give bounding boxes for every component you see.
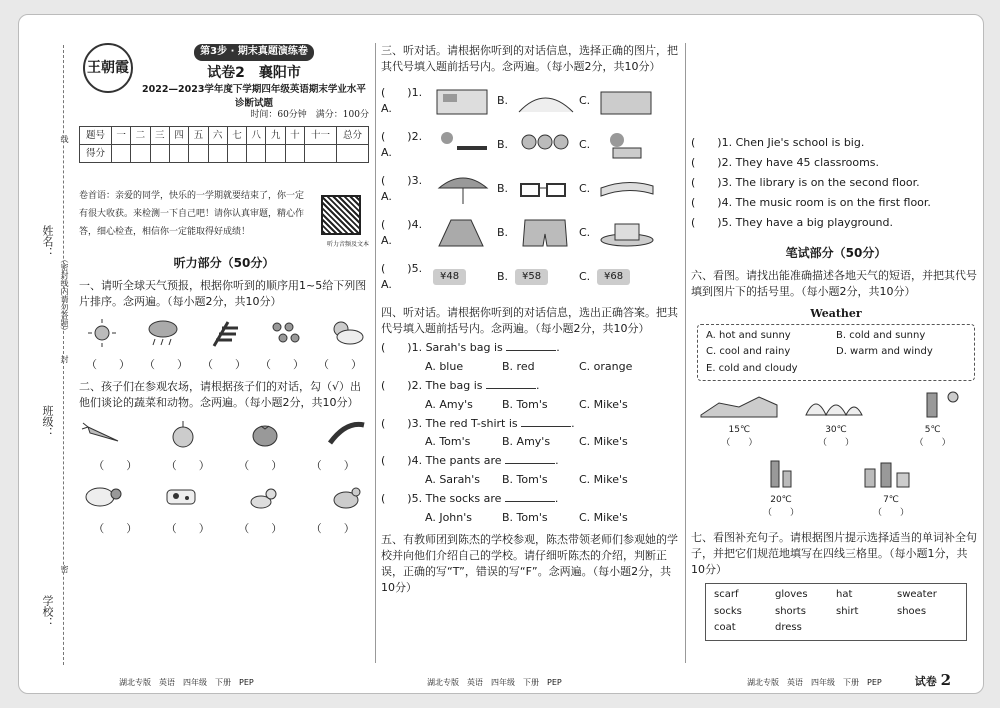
column-divider	[375, 43, 376, 663]
temperature: 5℃	[924, 425, 941, 436]
page-number	[915, 671, 951, 689]
score-cell[interactable]	[208, 145, 227, 163]
seal-mark-line: 线	[60, 135, 69, 143]
wind-icon	[202, 318, 246, 348]
partly-cloudy-icon	[324, 318, 368, 348]
score-cell[interactable]	[285, 145, 304, 163]
score-header-cell: 四	[169, 127, 188, 145]
score-cell[interactable]	[169, 145, 188, 163]
q4-item-stem: ( )5. The socks are	[381, 492, 505, 506]
playground-icon	[515, 84, 579, 118]
score-cell[interactable]	[189, 145, 208, 163]
score-cell[interactable]	[266, 145, 285, 163]
q3-item-label: ( )1. A.	[381, 85, 423, 115]
score-header-cell: 九	[266, 127, 285, 145]
answer-blank[interactable]: （ ）	[144, 358, 188, 372]
answer-blank[interactable]: （ ）	[318, 358, 362, 372]
q4-item: ( )1. Sarah's bag is .	[381, 340, 560, 354]
brand-logo: 王朝霞	[83, 43, 133, 93]
rain-cloud-icon	[141, 318, 185, 348]
tomato-icon	[243, 419, 287, 449]
option-label: C.	[579, 93, 591, 107]
q4-option: B. Amy's	[502, 435, 551, 449]
q4-item: ( )2. The bag is .	[381, 378, 540, 392]
q4-option: A. Tom's	[425, 435, 471, 449]
page-label: 试卷	[914, 675, 937, 688]
answer-blank[interactable]: （ ）	[762, 507, 799, 518]
fill-blank[interactable]	[506, 341, 556, 351]
question-4-stem: 四、听对话。请根据你听到的对话信息，选出正确答案。把其代号填入题前括号内。念两遍。（每小题2分，共10分）	[381, 305, 678, 335]
q4-options	[425, 397, 679, 413]
written-heading: 笔试部分（50分）	[785, 245, 887, 260]
column-middle	[381, 43, 679, 598]
answer-blank[interactable]: （ ）	[86, 358, 130, 372]
q4-option: C. Mike's	[579, 511, 628, 525]
answer-blank[interactable]: （ ）	[872, 507, 909, 518]
question-7-stem: 七、看图补充句子。请根据图片提示选择适当的单词补全句子，并把它们规范地填写在四线三格里。（每小题1分，共10分）	[691, 530, 977, 576]
answer-blank[interactable]: （ ）	[165, 521, 210, 535]
q3-item-label: ( )2. A.	[381, 129, 423, 159]
q4-item: ( )4. The pants are .	[381, 454, 559, 468]
score-cell[interactable]	[247, 145, 266, 163]
fill-blank[interactable]	[486, 379, 536, 389]
weather-option: C. cool and rainy	[706, 346, 791, 358]
temperature: 20℃	[770, 494, 792, 505]
q4-option: C. orange	[579, 359, 633, 373]
q5-statement: ( )4. The music room is on the first floor.	[691, 195, 931, 209]
animal-icons	[79, 482, 369, 517]
q4-options	[425, 510, 679, 526]
option-label: B.	[497, 269, 509, 283]
weather-option: B. cold and sunny	[836, 329, 926, 341]
q5-statement: ( )5. They have a big playground.	[691, 215, 893, 229]
score-header-row	[80, 127, 369, 145]
q3-item-2	[381, 127, 679, 163]
q5-statement: ( )1. Chen Jie's school is big.	[691, 136, 865, 149]
exam-meta: 时间：60分钟 满分：100分	[250, 110, 369, 120]
column-left	[79, 43, 369, 543]
q5-statement: ( )2. They have 45 classrooms.	[691, 155, 880, 169]
score-cell[interactable]	[131, 145, 150, 163]
score-header-cell: 七	[227, 127, 246, 145]
page-number-value: 2	[940, 671, 951, 689]
word-bank-item: coat	[714, 622, 736, 634]
score-header-cell: 十	[285, 127, 304, 145]
score-row-label: 得分	[80, 145, 112, 163]
school-label: 学校：	[41, 595, 54, 628]
option-label: B.	[497, 137, 509, 151]
q4-option: C. Mike's	[579, 435, 628, 449]
question-5-stem: 五、有教师团到陈杰的学校参观，陈杰带领老师们参观她的学校并向他们介绍自己的学校。请仔细听陈杰的介绍，判断正误，正确的写“T”，错误的写“F”。念两遍。（每小题2分，共10分）	[381, 533, 678, 594]
weather-title: Weather	[810, 306, 862, 320]
qr-caption: 听力音频及文本	[326, 241, 369, 249]
library-icon	[597, 84, 661, 118]
option-label: B.	[497, 181, 509, 195]
scarf-icon	[597, 172, 661, 206]
q4-option: B. Tom's	[502, 473, 548, 487]
answer-blank[interactable]: （ ）	[93, 521, 138, 535]
city-skyline-icon	[851, 459, 931, 489]
great-wall-icon	[699, 389, 779, 419]
seal-notice: （密封线内请勿答题）	[60, 255, 69, 335]
score-header-cell: 总分	[337, 127, 369, 145]
word-bank-item: hat	[836, 589, 853, 601]
word-bank-item: shirt	[836, 605, 859, 617]
q4-option: A. Sarah's	[425, 473, 481, 487]
option-label: B.	[497, 225, 509, 239]
question-6-stem: 六、看图。请找出能准确描述各地天气的短语，并把其代号填到图片下的括号里。（每小题2分，共10分）	[691, 269, 977, 299]
option-label: B.	[497, 93, 509, 107]
duck-icon	[243, 482, 287, 512]
q2-answer-row-1	[79, 458, 369, 474]
weather-icons	[79, 318, 369, 353]
q4-item-stem: ( )3. The red T-shirt is	[381, 416, 522, 430]
q4-item: ( )3. The red T-shirt is .	[381, 416, 575, 430]
umbrella-icon	[433, 172, 497, 206]
q3-item-1	[381, 83, 679, 119]
temperature: 30℃	[825, 425, 847, 436]
score-header-cell: 十一	[305, 127, 337, 145]
snow-icon	[263, 318, 307, 348]
word-bank	[705, 583, 967, 641]
score-header-cell: 一	[111, 127, 130, 145]
q4-option: A. blue	[425, 359, 464, 373]
score-header-cell: 五	[189, 127, 208, 145]
word-bank-item: shoes	[897, 605, 927, 617]
city-row-2	[691, 459, 981, 520]
option-label: C.	[579, 225, 591, 239]
answer-blank[interactable]: （ ）	[310, 459, 355, 472]
q4-option: A. Amy's	[425, 397, 473, 411]
skyscraper-icon	[741, 459, 821, 489]
sun-icon	[80, 318, 124, 348]
answer-blank[interactable]: （ ）	[817, 438, 854, 449]
answer-blank[interactable]: （ ）	[310, 521, 355, 535]
weather-option: D. warm and windy	[836, 346, 933, 358]
fill-blank[interactable]	[505, 492, 555, 502]
q3-item-5	[381, 259, 679, 295]
q3-item-label: ( )4. A.	[381, 217, 423, 247]
q3-item-4	[381, 215, 679, 251]
q4-list	[381, 340, 679, 526]
q4-options	[425, 359, 679, 375]
option-label: C.	[579, 137, 591, 151]
foreword: 卷首语：亲爱的同学，快乐的一学期就要结束了，你一定有很大收获。来检测一下自己吧！请你认真审题，精心作答，细心检查，相信你一定能取得好成绩！	[79, 191, 305, 238]
step-banner: 第3步 · 期末真题演练卷	[194, 44, 314, 61]
temperature: 7℃	[883, 494, 899, 505]
question-2-stem: 二、孩子们在参观农场，请根据孩子们的对话，勾（√）出他们谈论的蔬菜和动物。念两遍。（每小题2分，共10分）	[79, 380, 362, 410]
answer-blank[interactable]: （ ）	[238, 459, 283, 472]
answer-blank[interactable]: （ ）	[260, 358, 304, 372]
word-bank-item: gloves	[775, 589, 808, 601]
score-header-cell: 二	[131, 127, 150, 145]
listening-heading: 听力部分（50分）	[173, 256, 275, 271]
classroom-icon	[433, 84, 497, 118]
q4-options	[425, 472, 679, 488]
word-bank-item: shorts	[775, 605, 806, 617]
temperature: 15℃	[728, 425, 751, 436]
score-value-row	[80, 145, 369, 163]
price-tag-b: ¥58	[515, 269, 548, 286]
answer-blank[interactable]: （ ）	[238, 521, 283, 535]
big-ben-icon	[893, 389, 973, 419]
column-divider	[685, 43, 686, 663]
q5-statement: ( )3. The library is on the second floor.	[691, 175, 920, 189]
q4-option: A. John's	[425, 511, 472, 525]
q5-list	[691, 135, 981, 231]
q4-options	[425, 434, 679, 450]
q1-answer-row	[79, 357, 369, 373]
shorts-icon	[515, 216, 579, 250]
score-header-cell: 三	[150, 127, 169, 145]
question-1-stem: 一、请听全球天气预报，根据你听到的顺序用1~5给下列图片排序。念两遍。（每小题2分，共10分）	[79, 279, 367, 309]
word-bank-item: socks	[714, 605, 742, 617]
q4-item-stem: ( )2. The bag is	[381, 378, 487, 392]
q4-option: B. Tom's	[502, 397, 548, 411]
q4-item-stem: ( )1. Sarah's bag is	[381, 340, 507, 354]
hat-icon	[597, 216, 661, 250]
column-right	[691, 43, 981, 647]
footer-left: 湖北专版 英语 四年级 下册 PEP	[119, 678, 254, 687]
score-header-label: 题号	[80, 127, 112, 145]
sheep-icon	[80, 482, 124, 512]
weather-option: E. cold and cloudy	[706, 362, 798, 374]
score-cell[interactable]	[227, 145, 246, 163]
exam-page	[18, 14, 984, 694]
score-cell[interactable]	[150, 145, 169, 163]
answer-blank[interactable]: （ ）	[165, 459, 210, 472]
footer-middle: 湖北专版 英语 四年级 下册 PEP	[427, 678, 562, 687]
weather-option: A. hot and sunny	[706, 329, 791, 341]
q3-item-label: ( )3. A.	[381, 173, 423, 203]
cow-icon	[161, 482, 205, 512]
name-label: 姓名：	[41, 225, 54, 258]
q3-item-3	[381, 171, 679, 207]
option-label: C.	[579, 269, 591, 283]
fill-blank[interactable]	[521, 417, 571, 427]
q4-option: B. red	[502, 359, 535, 373]
seal-mark-seal: 封	[60, 355, 69, 363]
answer-blank[interactable]: （ ）	[914, 438, 951, 449]
seal-mark-secret: 密	[60, 565, 69, 573]
kids-pingpong-icon	[433, 128, 497, 162]
exam-title: 试卷2 襄阳市	[207, 64, 301, 81]
skirt-icon	[433, 216, 497, 250]
kids-group-icon	[515, 128, 579, 162]
q4-item-stem: ( )4. The pants are	[381, 454, 506, 468]
weather-options-box	[697, 324, 975, 382]
footer-right: 湖北专版 英语 四年级 下册 PEP	[747, 678, 882, 687]
green-bean-icon	[324, 419, 368, 449]
answer-blank[interactable]: （ ）	[93, 459, 138, 472]
kids-reading-icon	[597, 128, 661, 162]
score-cell[interactable]	[111, 145, 130, 163]
score-cell[interactable]	[337, 145, 369, 163]
onion-icon	[161, 419, 205, 449]
seal-band	[19, 15, 79, 695]
carrot-icon	[80, 419, 124, 449]
score-header-cell: 六	[208, 127, 227, 145]
option-label: C.	[579, 181, 591, 195]
word-bank-item: sweater	[897, 589, 937, 601]
question-3-stem: 三、听对话。请根据你听到的对话信息，选择正确的图片，把其代号填入题前括号内。念两遍。（每小题2分，共10分）	[381, 44, 678, 73]
q3-item-label: ( )5. A.	[381, 261, 423, 291]
price-tag-c: ¥68	[597, 269, 630, 286]
answer-blank[interactable]: （ ）	[202, 358, 246, 372]
q4-item: ( )5. The socks are .	[381, 492, 559, 506]
class-label: 班级：	[41, 405, 54, 438]
city-row-1	[691, 389, 981, 450]
vegetable-icons	[79, 419, 369, 454]
hen-icon	[324, 482, 368, 512]
word-bank-item: scarf	[714, 589, 739, 601]
score-cell[interactable]	[305, 145, 337, 163]
score-header-cell: 八	[247, 127, 266, 145]
exam-subtitle: 2022—2023学年度下学期四年级英语期末学业水平诊断试题	[142, 83, 366, 109]
q4-option: B. Tom's	[502, 511, 548, 525]
seal-dashed-line	[63, 45, 64, 665]
word-bank-item: dress	[775, 622, 802, 634]
q4-option: C. Mike's	[579, 397, 628, 411]
qr-code	[321, 195, 361, 235]
answer-blank[interactable]: （ ）	[721, 438, 758, 449]
q4-option: C. Mike's	[579, 473, 628, 487]
opera-house-icon	[796, 389, 876, 419]
score-table	[79, 126, 369, 163]
q2-answer-row-2	[79, 521, 369, 537]
glasses-icon	[515, 172, 579, 206]
fill-blank[interactable]	[505, 454, 555, 464]
price-tag-a: ¥48	[433, 269, 466, 286]
